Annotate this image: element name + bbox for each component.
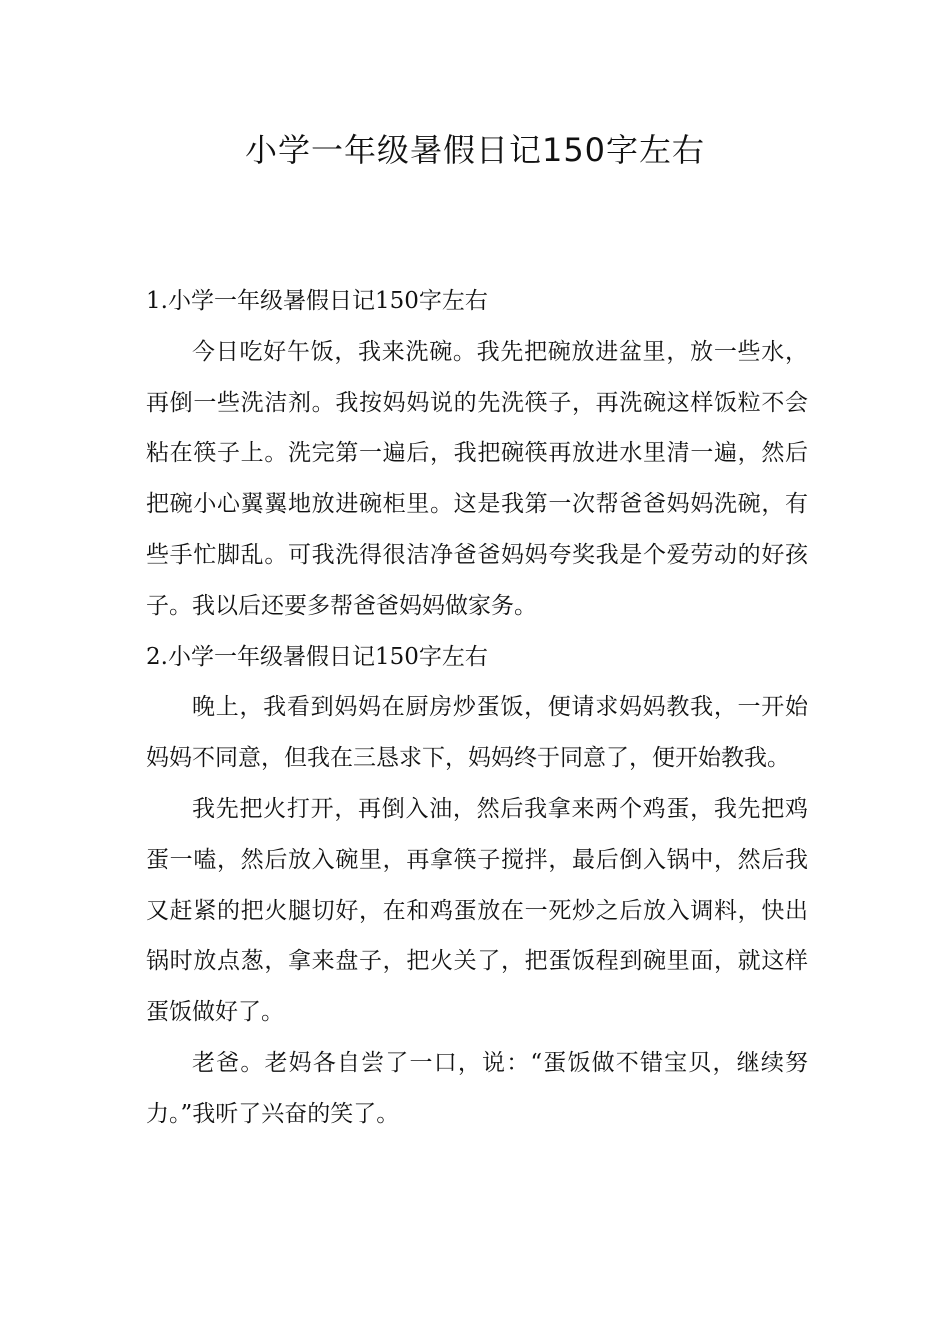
paragraph: 今日吃好午饭，我来洗碗。我先把碗放进盆里，放一些水，再倒一些洗洁剂。我按妈妈说的先洗筷子，再洗碗这样饭粒不会粘在筷子上。洗完第一遍后，我把碗筷再放进水里清一遍，然后把碗小心翼翼地放进碗柜里。这是我第一次帮爸爸妈妈洗碗，有些手忙脚乱。可我洗得很洁净爸爸妈妈夸奖我是个爱劳动的好孩子。我以后还要多帮爸爸妈妈做家务。: [146, 338, 808, 619]
paragraph: 老爸。老妈各自尝了一口，说：“蛋饭做不错宝贝，继续努力。”我听了兴奋的笑了。: [146, 1049, 808, 1127]
section-heading-2: 2.小学一年级暑假日记150字左右: [146, 643, 488, 670]
paragraph: 我先把火打开，再倒入油，然后我拿来两个鸡蛋，我先把鸡蛋一嗑，然后放入碗里，再拿筷子搅拌，最后倒入锅中，然后我又赶紧的把火腿切好，在和鸡蛋放在一死炒之后放入调料，快出锅时放点葱，拿来盘子，把火关了，把蛋饭程到碗里面，就这样蛋饭做好了。: [146, 795, 808, 1026]
document-body: [146, 276, 808, 1140]
section-heading-1: 1.小学一年级暑假日记150字左右: [146, 288, 488, 314]
paragraph: 晚上，我看到妈妈在厨房炒蛋饭，便请求妈妈教我，一开始妈妈不同意，但我在三恳求下，妈妈终于同意了，便开始教我。: [146, 694, 808, 772]
document-title: 小学一年级暑假日记150字左右: [244, 131, 706, 169]
